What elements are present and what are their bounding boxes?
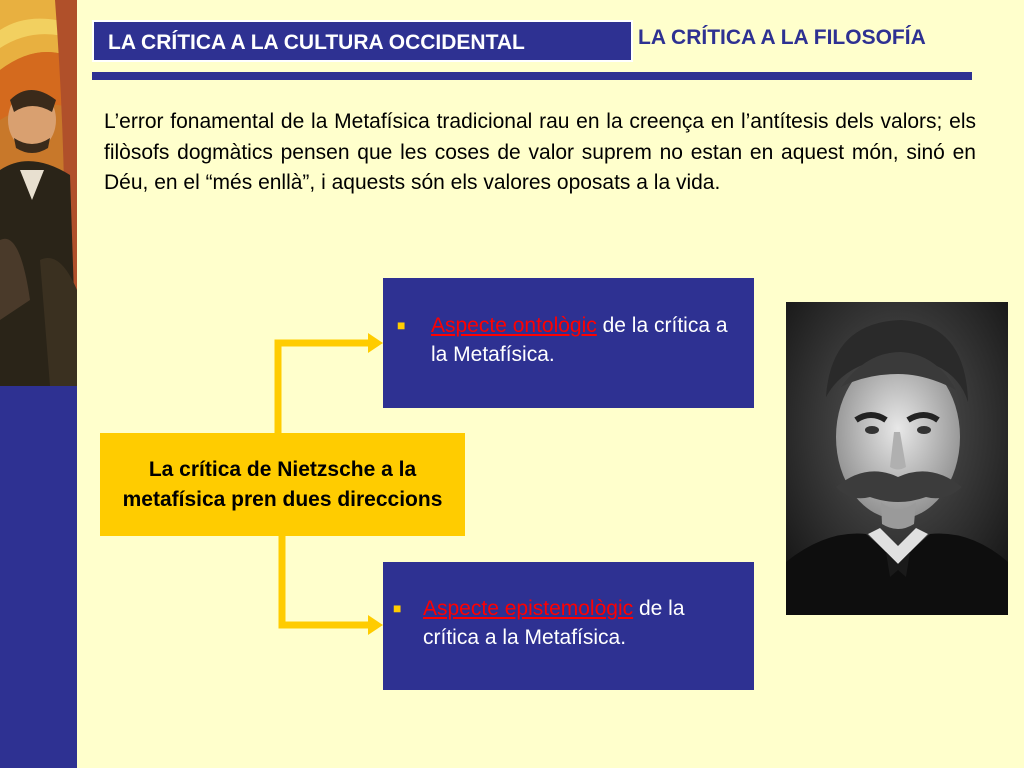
page-subtitle: LA CRÍTICA A LA FILOSOFÍA <box>638 26 926 49</box>
central-concept-box <box>100 433 465 536</box>
epistemological-aspect-link[interactable]: Aspecte epistemològic <box>423 597 634 620</box>
central-concept-text: La crítica de Nietzsche a la metafísica pren dues direccions <box>122 457 443 511</box>
bullet-square-icon: ■ <box>397 317 406 333</box>
intro-paragraph: L’error fonamental de la Metafísica tradicional rau en la creença en l’antítesis dels valors; els filòsofs dogmàtics pensen que les coses de valor suprem no estan en aquest món, sinó en Déu, en el “més enllà”, i aquests són els valores oposats a la vida. <box>104 110 976 194</box>
ontological-aspect-text: de la crítica a la Metafísica. <box>431 314 728 366</box>
epistemological-aspect-text: de la crítica a la Metafísica. <box>423 597 685 649</box>
bullet-square-icon: ■ <box>393 600 402 616</box>
nietzsche-portrait-photo <box>786 302 1008 615</box>
ontological-aspect-link[interactable]: Aspecte ontològic <box>431 314 597 337</box>
epistemological-aspect-box <box>383 562 754 690</box>
page-title-text: LA CRÍTICA A LA CULTURA OCCIDENTAL <box>108 30 525 54</box>
ontological-aspect-box <box>383 278 754 408</box>
